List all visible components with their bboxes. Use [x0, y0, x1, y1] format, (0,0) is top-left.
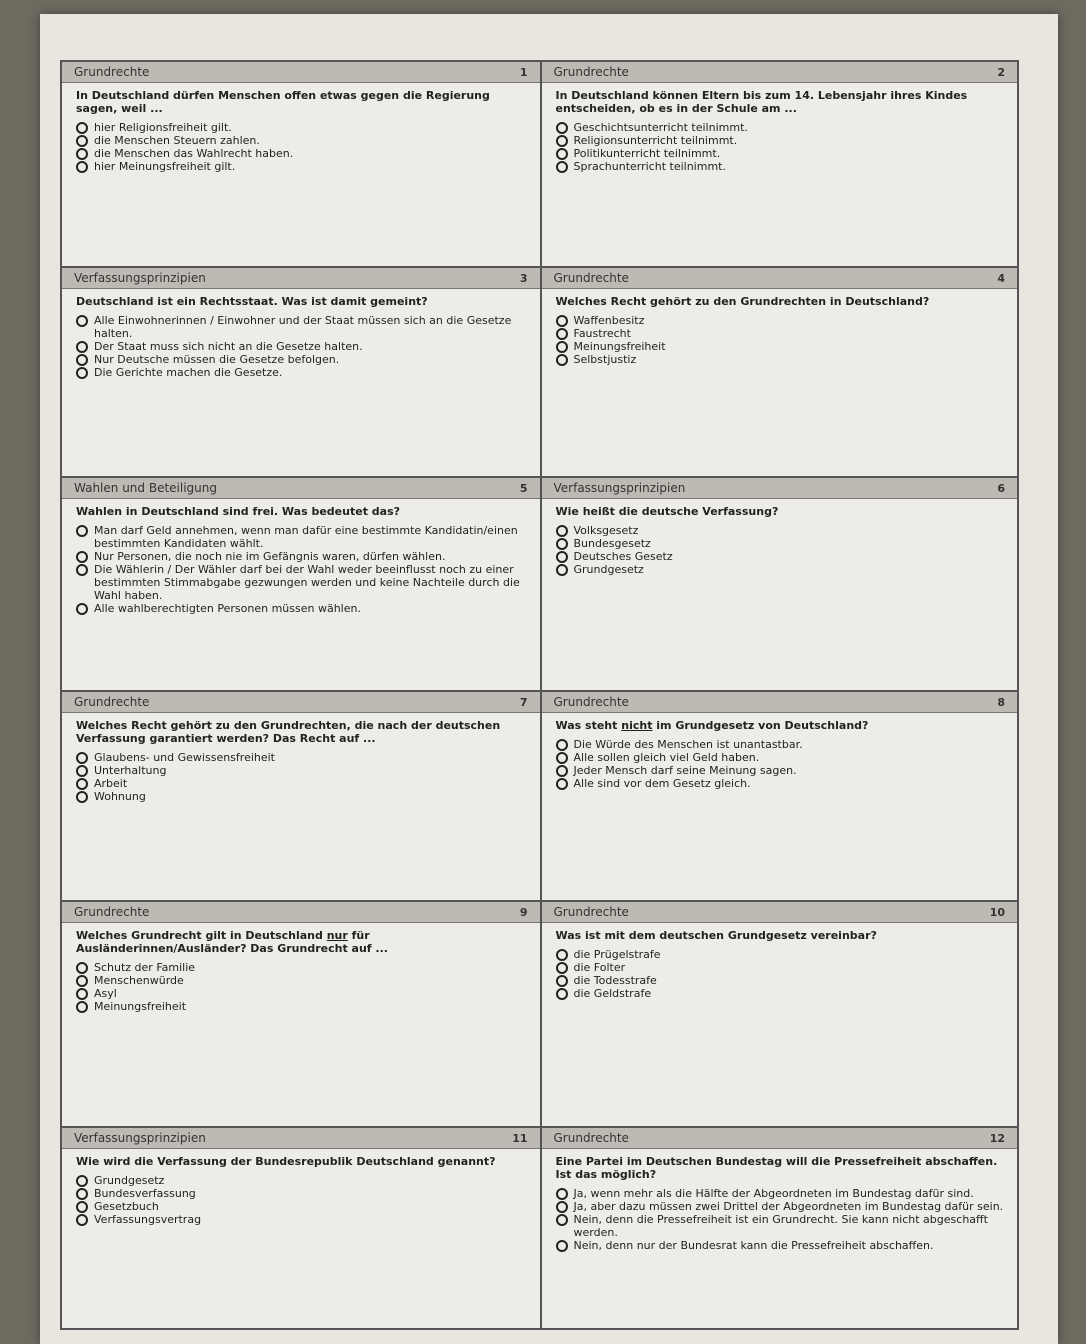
answer-option[interactable] [556, 147, 1006, 160]
radio-circle-icon[interactable] [76, 975, 88, 987]
answer-option[interactable] [76, 764, 528, 777]
question-text: im Grundgesetz von Deutschland? [652, 719, 869, 732]
answer-option[interactable] [76, 366, 528, 379]
answer-option[interactable] [76, 524, 528, 550]
card-body [542, 1149, 1018, 1256]
answer-option-label: Unterhaltung [94, 764, 167, 777]
card-category: Grundrechte [553, 1131, 629, 1145]
answer-option-label: Waffenbesitz [573, 314, 645, 327]
answer-option-label: die Prügelstrafe [573, 948, 661, 961]
radio-circle-icon[interactable] [76, 564, 88, 576]
answer-option-label: die Todesstrafe [573, 974, 657, 987]
answer-option[interactable] [556, 314, 1006, 327]
card-number: 10 [989, 905, 1005, 919]
radio-circle-icon[interactable] [76, 765, 88, 777]
radio-circle-icon[interactable] [556, 341, 568, 353]
answer-option[interactable] [76, 340, 528, 353]
answer-option-label: hier Religionsfreiheit gilt. [94, 121, 232, 134]
answer-option-label: Selbstjustiz [573, 353, 637, 366]
radio-circle-icon[interactable] [76, 1175, 88, 1187]
card-body [62, 83, 540, 177]
radio-circle-icon[interactable] [556, 148, 568, 160]
answer-option-label: Deutsches Gesetz [573, 550, 673, 563]
card-question: Eine Partei im Deutschen Bundestag will die Pressefreiheit abschaffen. Ist das möglich? [555, 1155, 998, 1181]
card-body [542, 83, 1018, 177]
radio-circle-icon[interactable] [76, 1214, 88, 1226]
answer-option[interactable] [556, 563, 1006, 576]
card-question: Wie heißt die deutsche Verfassung? [555, 505, 779, 518]
answer-option-label: Glaubens- und Gewissensfreiheit [94, 751, 275, 764]
radio-circle-icon[interactable] [76, 1188, 88, 1200]
card-category: Grundrechte [74, 65, 150, 79]
card-number: 12 [989, 1131, 1005, 1145]
card-header [62, 692, 540, 713]
question-card-grid [60, 60, 1019, 1330]
card-category: Grundrechte [553, 271, 629, 285]
question-emphasis: nicht [621, 719, 653, 732]
answer-option[interactable] [556, 974, 1006, 987]
card-number: 6 [997, 481, 1005, 495]
radio-circle-icon[interactable] [556, 988, 568, 1000]
answer-option-label: Gesetzbuch [94, 1200, 159, 1213]
card-row [62, 478, 1017, 692]
card-number: 5 [519, 481, 528, 495]
answer-option[interactable] [76, 987, 528, 1000]
radio-circle-icon[interactable] [556, 135, 568, 147]
card-question: In Deutschland können Eltern bis zum 14. Lebensjahr ihres Kindes entscheiden, ob es in der Schule am ... [555, 89, 968, 115]
answer-option-label: die Menschen das Wahlrecht haben. [94, 147, 294, 160]
question-card [540, 268, 1018, 476]
answer-option[interactable] [76, 353, 528, 366]
answer-option[interactable] [556, 764, 1006, 777]
card-number: 11 [512, 1131, 528, 1145]
card-question: Welches Recht gehört zu den Grundrechten in Deutschland? [555, 295, 930, 308]
answer-option-label: Man darf Geld annehmen, wenn man dafür eine bestimmte Kandidatin/einen bestimmten Kandidaten wählt. [94, 524, 518, 550]
card-header [542, 1128, 1018, 1149]
answer-option[interactable] [76, 777, 528, 790]
card-category: Grundrechte [553, 65, 629, 79]
card-category: Verfassungsprinzipien [74, 1131, 206, 1145]
answer-option[interactable] [76, 1213, 528, 1226]
question-card [62, 902, 540, 1126]
radio-circle-icon[interactable] [556, 354, 568, 366]
answer-option[interactable] [556, 1213, 1006, 1239]
answer-option[interactable] [76, 147, 528, 160]
answer-option-label: Alle Einwohnerinnen / Einwohner und der Staat müssen sich an die Gesetze halten. [94, 314, 512, 340]
card-number: 4 [997, 271, 1005, 285]
answer-option-label: Arbeit [94, 777, 128, 790]
answer-option[interactable] [76, 961, 528, 974]
answer-option-label: die Menschen Steuern zahlen. [94, 134, 260, 147]
answer-option-label: Wohnung [94, 790, 146, 803]
question-card [62, 62, 540, 266]
answer-option-label: Die Würde des Menschen ist unantastbar. [573, 738, 803, 751]
answer-option[interactable] [556, 987, 1006, 1000]
answer-option-label: Politikunterricht teilnimmt. [573, 147, 721, 160]
answer-option[interactable] [76, 790, 528, 803]
card-category: Grundrechte [553, 905, 629, 919]
answer-option[interactable] [556, 160, 1006, 173]
answer-option[interactable] [76, 1200, 528, 1213]
card-number: 7 [519, 695, 528, 709]
answer-option[interactable] [76, 134, 528, 147]
radio-circle-icon[interactable] [556, 975, 568, 987]
radio-circle-icon[interactable] [76, 354, 88, 366]
answer-option-label: Grundgesetz [573, 563, 644, 576]
radio-circle-icon[interactable] [76, 135, 88, 147]
card-category: Grundrechte [74, 905, 150, 919]
radio-circle-icon[interactable] [76, 161, 88, 173]
answer-option[interactable] [556, 550, 1006, 563]
card-header [542, 268, 1018, 289]
card-header [62, 478, 540, 499]
radio-circle-icon[interactable] [76, 778, 88, 790]
answer-option[interactable] [556, 327, 1006, 340]
card-number: 3 [519, 271, 528, 285]
card-header [62, 268, 540, 289]
card-body [62, 499, 540, 619]
radio-circle-icon[interactable] [556, 962, 568, 974]
card-number: 1 [519, 65, 528, 79]
answer-option[interactable] [556, 340, 1006, 353]
answer-option[interactable] [556, 1239, 1006, 1252]
radio-circle-icon[interactable] [556, 739, 568, 751]
question-card [62, 268, 540, 476]
answer-option-label: Geschichtsunterricht teilnimmt. [573, 121, 748, 134]
radio-circle-icon[interactable] [76, 122, 88, 134]
answer-option-label: Ja, wenn mehr als die Hälfte der Abgeordneten im Bundestag dafür sind. [573, 1187, 974, 1200]
answer-option[interactable] [76, 602, 528, 615]
answer-option-label: hier Meinungsfreiheit gilt. [94, 160, 236, 173]
answer-option[interactable] [556, 961, 1006, 974]
answer-option[interactable] [76, 121, 528, 134]
radio-circle-icon[interactable] [76, 1201, 88, 1213]
answer-option-label: Grundgesetz [94, 1174, 165, 1187]
radio-circle-icon[interactable] [76, 1001, 88, 1013]
radio-circle-icon[interactable] [556, 752, 568, 764]
card-question [556, 719, 1006, 732]
card-body [62, 923, 540, 1017]
card-question: Was ist mit dem deutschen Grundgesetz vereinbar? [555, 929, 877, 942]
answer-option[interactable] [556, 1200, 1006, 1213]
answer-option-label: Nein, denn die Pressefreiheit ist ein Grundrecht. Sie kann nicht abgeschafft werden. [573, 1213, 988, 1239]
card-row [62, 692, 1017, 902]
card-category: Verfassungsprinzipien [74, 271, 206, 285]
question-card [540, 692, 1018, 900]
radio-circle-icon[interactable] [76, 148, 88, 160]
card-row [62, 268, 1017, 478]
answer-option[interactable] [556, 738, 1006, 751]
radio-circle-icon[interactable] [556, 765, 568, 777]
answer-option-label: die Geldstrafe [573, 987, 652, 1000]
card-body [62, 1149, 540, 1230]
question-emphasis: nur [326, 929, 348, 942]
card-question: Deutschland ist ein Rechtsstaat. Was ist damit gemeint? [76, 295, 428, 308]
question-card [540, 1128, 1018, 1328]
radio-circle-icon[interactable] [556, 328, 568, 340]
card-number: 2 [997, 65, 1005, 79]
answer-option-label: Faustrecht [573, 327, 631, 340]
card-header [542, 478, 1018, 499]
answer-option-label: Volksgesetz [573, 524, 639, 537]
card-body [62, 289, 540, 383]
answer-option[interactable] [76, 1000, 528, 1013]
answer-option[interactable] [76, 1174, 528, 1187]
card-category: Grundrechte [553, 695, 629, 709]
answer-option-label: Nur Personen, die noch nie im Gefängnis waren, dürfen wählen. [94, 550, 446, 563]
answer-option-label: Meinungsfreiheit [94, 1000, 187, 1013]
radio-circle-icon[interactable] [76, 791, 88, 803]
radio-circle-icon[interactable] [556, 1188, 568, 1200]
question-card [540, 478, 1018, 690]
radio-circle-icon[interactable] [556, 1240, 568, 1252]
radio-circle-icon[interactable] [556, 525, 568, 537]
card-header [542, 692, 1018, 713]
answer-option[interactable] [556, 537, 1006, 550]
radio-circle-icon[interactable] [556, 778, 568, 790]
question-card [62, 692, 540, 900]
card-question: Welches Recht gehört zu den Grundrechten, die nach der deutschen Verfassung garantiert werden? Das Recht auf ... [76, 719, 501, 745]
radio-circle-icon[interactable] [76, 315, 88, 327]
answer-option[interactable] [76, 160, 528, 173]
radio-circle-icon[interactable] [556, 538, 568, 550]
radio-circle-icon[interactable] [76, 551, 88, 563]
card-header [542, 902, 1018, 923]
answer-option[interactable] [556, 948, 1006, 961]
answer-option-label: Die Gerichte machen die Gesetze. [94, 366, 283, 379]
radio-circle-icon[interactable] [556, 949, 568, 961]
card-category: Wahlen und Beteiligung [74, 481, 217, 495]
answer-option[interactable] [76, 1187, 528, 1200]
answer-option-label: Nein, denn nur der Bundesrat kann die Pressefreiheit abschaffen. [573, 1239, 934, 1252]
answer-option-label: Alle wahlberechtigten Personen müssen wählen. [94, 602, 361, 615]
answer-option-label: Sprachunterricht teilnimmt. [573, 160, 726, 173]
answer-option-label: Der Staat muss sich nicht an die Gesetze halten. [94, 340, 363, 353]
card-header [62, 62, 540, 83]
radio-circle-icon[interactable] [556, 551, 568, 563]
radio-circle-icon[interactable] [76, 962, 88, 974]
radio-circle-icon[interactable] [76, 367, 88, 379]
question-text: Welches Grundrecht gilt in Deutschland [76, 929, 327, 942]
answer-option[interactable] [556, 134, 1006, 147]
question-card [62, 478, 540, 690]
answer-option[interactable] [556, 777, 1006, 790]
card-category: Verfassungsprinzipien [553, 481, 686, 495]
radio-circle-icon[interactable] [76, 988, 88, 1000]
radio-circle-icon[interactable] [76, 525, 88, 537]
answer-option-label: Meinungsfreiheit [573, 340, 666, 353]
answer-option[interactable] [76, 563, 528, 602]
answer-option-label: Ja, aber dazu müssen zwei Drittel der Abgeordneten im Bundestag dafür sein. [573, 1200, 1004, 1213]
card-row [62, 62, 1017, 268]
answer-option-label: Verfassungsvertrag [94, 1213, 202, 1226]
radio-circle-icon[interactable] [556, 1214, 568, 1226]
answer-option-label: Bundesgesetz [573, 537, 651, 550]
radio-circle-icon[interactable] [556, 161, 568, 173]
answer-option[interactable] [556, 121, 1006, 134]
answer-option[interactable] [76, 974, 528, 987]
card-body [542, 923, 1018, 1004]
card-question: In Deutschland dürfen Menschen offen etwas gegen die Regierung sagen, weil ... [76, 89, 490, 115]
card-header [542, 62, 1018, 83]
card-category: Grundrechte [74, 695, 150, 709]
radio-circle-icon[interactable] [556, 1201, 568, 1213]
card-body [542, 713, 1018, 794]
answer-option[interactable] [556, 1187, 1006, 1200]
question-card [540, 902, 1018, 1126]
answer-option-label: Alle sind vor dem Gesetz gleich. [573, 777, 751, 790]
card-number: 9 [519, 905, 528, 919]
answer-option[interactable] [76, 751, 528, 764]
answer-option-label: Alle sollen gleich viel Geld haben. [573, 751, 760, 764]
answer-option-label: Schutz der Familie [94, 961, 196, 974]
answer-option[interactable] [556, 353, 1006, 366]
radio-circle-icon[interactable] [556, 315, 568, 327]
card-row [62, 902, 1017, 1128]
card-row [62, 1128, 1017, 1328]
answer-option-label: Asyl [94, 987, 117, 1000]
answer-option-label: Die Wählerin / Der Wähler darf bei der Wahl weder beeinflusst noch zu einer bestimmten Stimmabgabe gezwungen werden und keine Nachteile durch die Wahl haben. [94, 563, 520, 602]
card-body [62, 713, 540, 807]
answer-option-label: Nur Deutsche müssen die Gesetze befolgen. [94, 353, 340, 366]
radio-circle-icon[interactable] [76, 603, 88, 615]
answer-option[interactable] [556, 524, 1006, 537]
radio-circle-icon[interactable] [556, 564, 568, 576]
card-header [62, 902, 540, 923]
answer-option[interactable] [76, 314, 528, 340]
answer-option[interactable] [556, 751, 1006, 764]
answer-option[interactable] [76, 550, 528, 563]
card-question [76, 929, 528, 955]
answer-option-label: Menschenwürde [94, 974, 184, 987]
radio-circle-icon[interactable] [556, 122, 568, 134]
card-header [62, 1128, 540, 1149]
radio-circle-icon[interactable] [76, 341, 88, 353]
radio-circle-icon[interactable] [76, 752, 88, 764]
card-body [542, 289, 1018, 370]
question-text: für Ausländerinnen/Ausländer? Das Grundrecht auf ... [76, 929, 388, 955]
question-text: Was steht [555, 719, 622, 732]
answer-option-label: die Folter [573, 961, 626, 974]
card-body [542, 499, 1018, 580]
answer-option-label: Jeder Mensch darf seine Meinung sagen. [573, 764, 797, 777]
question-card [540, 62, 1018, 266]
card-question: Wie wird die Verfassung der Bundesrepublik Deutschland genannt? [76, 1155, 496, 1168]
answer-option-label: Religionsunterricht teilnimmt. [573, 134, 738, 147]
card-number: 8 [997, 695, 1005, 709]
card-question: Wahlen in Deutschland sind frei. Was bedeutet das? [76, 505, 401, 518]
question-card [62, 1128, 540, 1328]
answer-option-label: Bundesverfassung [94, 1187, 196, 1200]
